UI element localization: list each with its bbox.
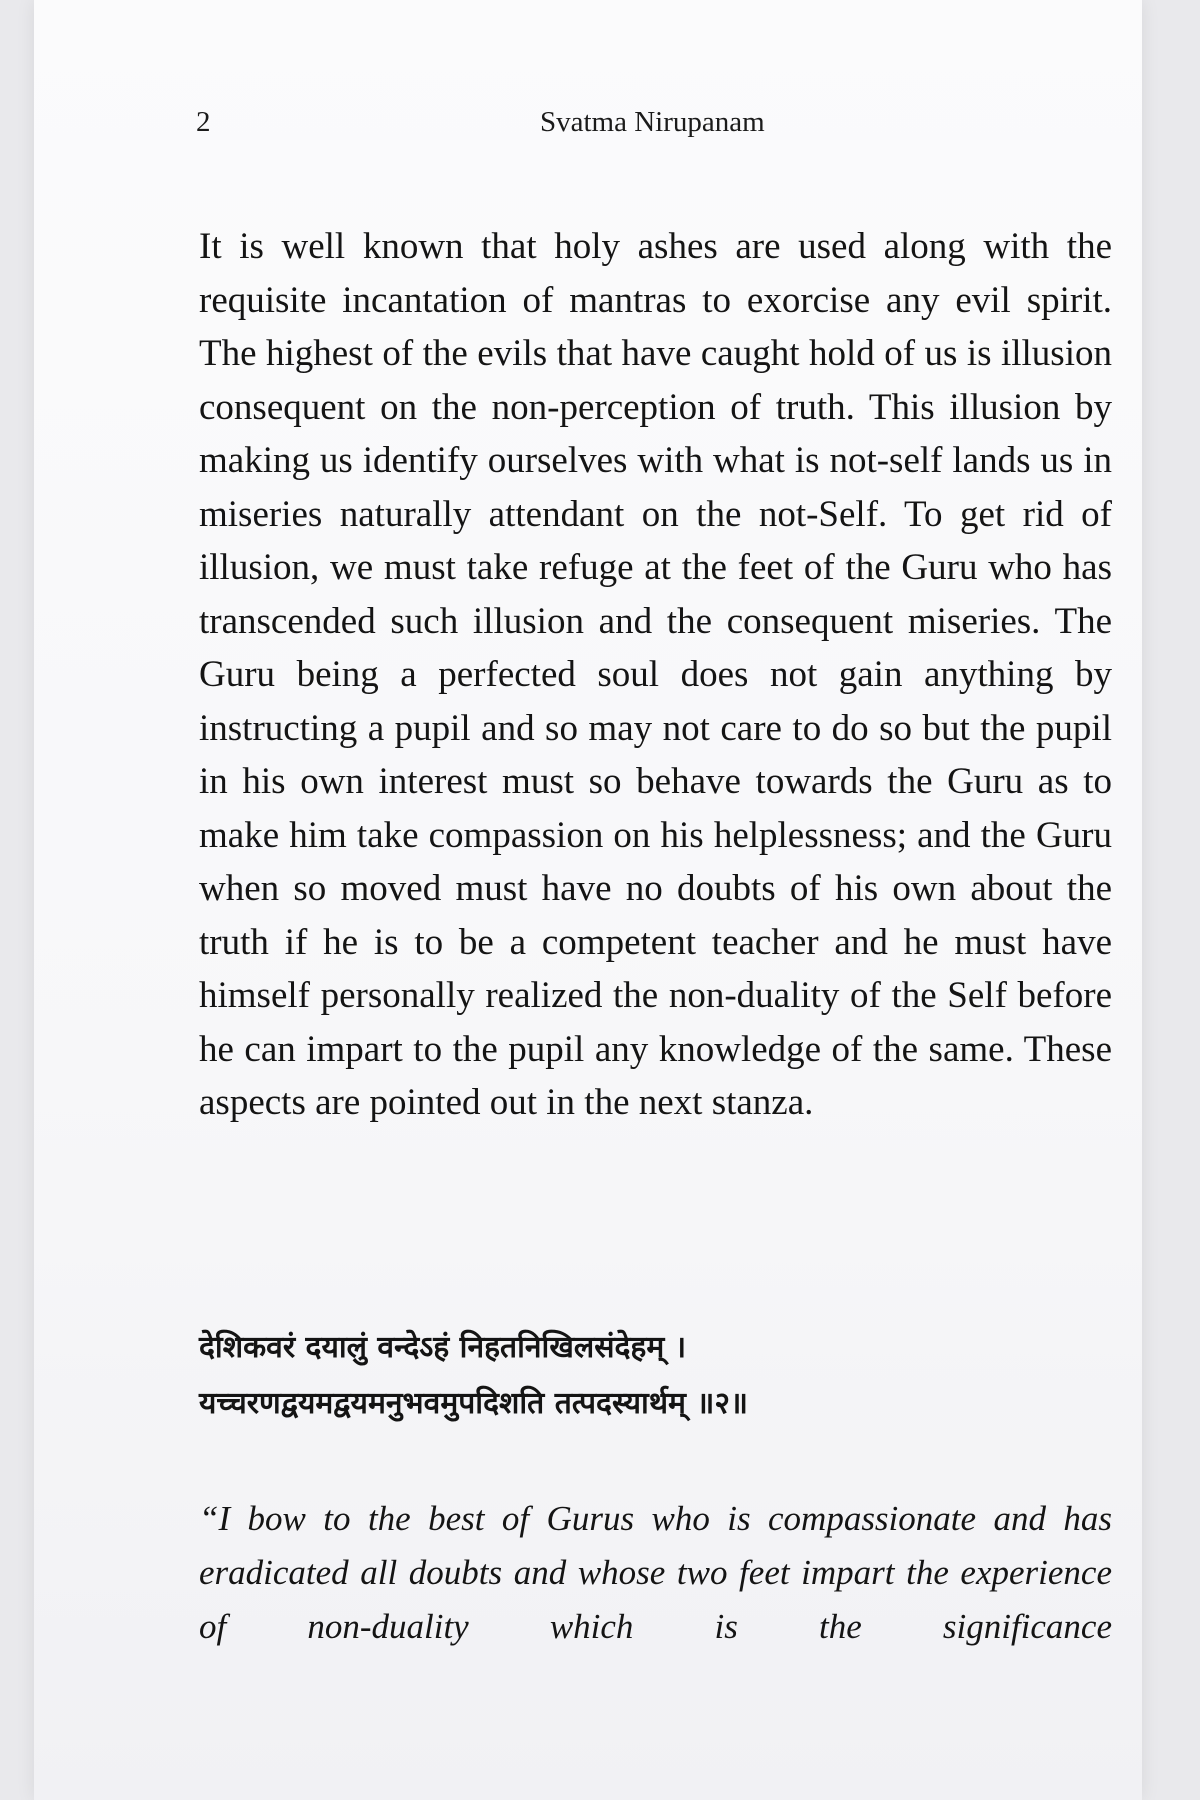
sanskrit-verse <box>199 1320 1112 1432</box>
verse-translation: “I bow to the best of Gurus who is compassionate and has eradicated all doubts and whose two feet impart the experience of non-duality which is the significance <box>199 1499 1112 1646</box>
page-number: 2 <box>196 106 211 138</box>
verse-line-2: यच्चरणद्वयमद्वयमनुभवमुपदिशति तत्पदस्यार्थम् ॥२॥ <box>199 1386 748 1421</box>
book-page <box>34 0 1142 1800</box>
body-paragraph: It is well known that holy ashes are used along with the requisite incantation of mantras to exorcise any evil spirit. The highest of the evils that have caught hold of us is illusion consequent on the non-perception of truth. This illusion by making us identify ourselves with what is not-self lands us in miseries naturally attendant on the not-Self. To get rid of illusion, we must take refuge at the feet of the Guru who has transcended such illusion and the consequent miseries. The Guru being a perfected soul does not gain anything by instructing a pupil and so may not care to do so but the pupil in his own interest must so behave towards the Guru as to make him take compassion on his helplessness; and the Guru when so moved must have no doubts of his own about the truth if he is to be a competent teacher and he must have himself personally realized the non-duality of the Self before he can impart to the pupil any knowledge of the same. These aspects are pointed out in the next stanza. <box>199 226 1112 1123</box>
page-header <box>34 106 1142 146</box>
verse-line-1: देशिकवरं दयालुं वन्देऽहं निहतनिखिलसंदेहम् । <box>199 1330 687 1365</box>
running-title: Svatma Nirupanam <box>540 106 765 138</box>
